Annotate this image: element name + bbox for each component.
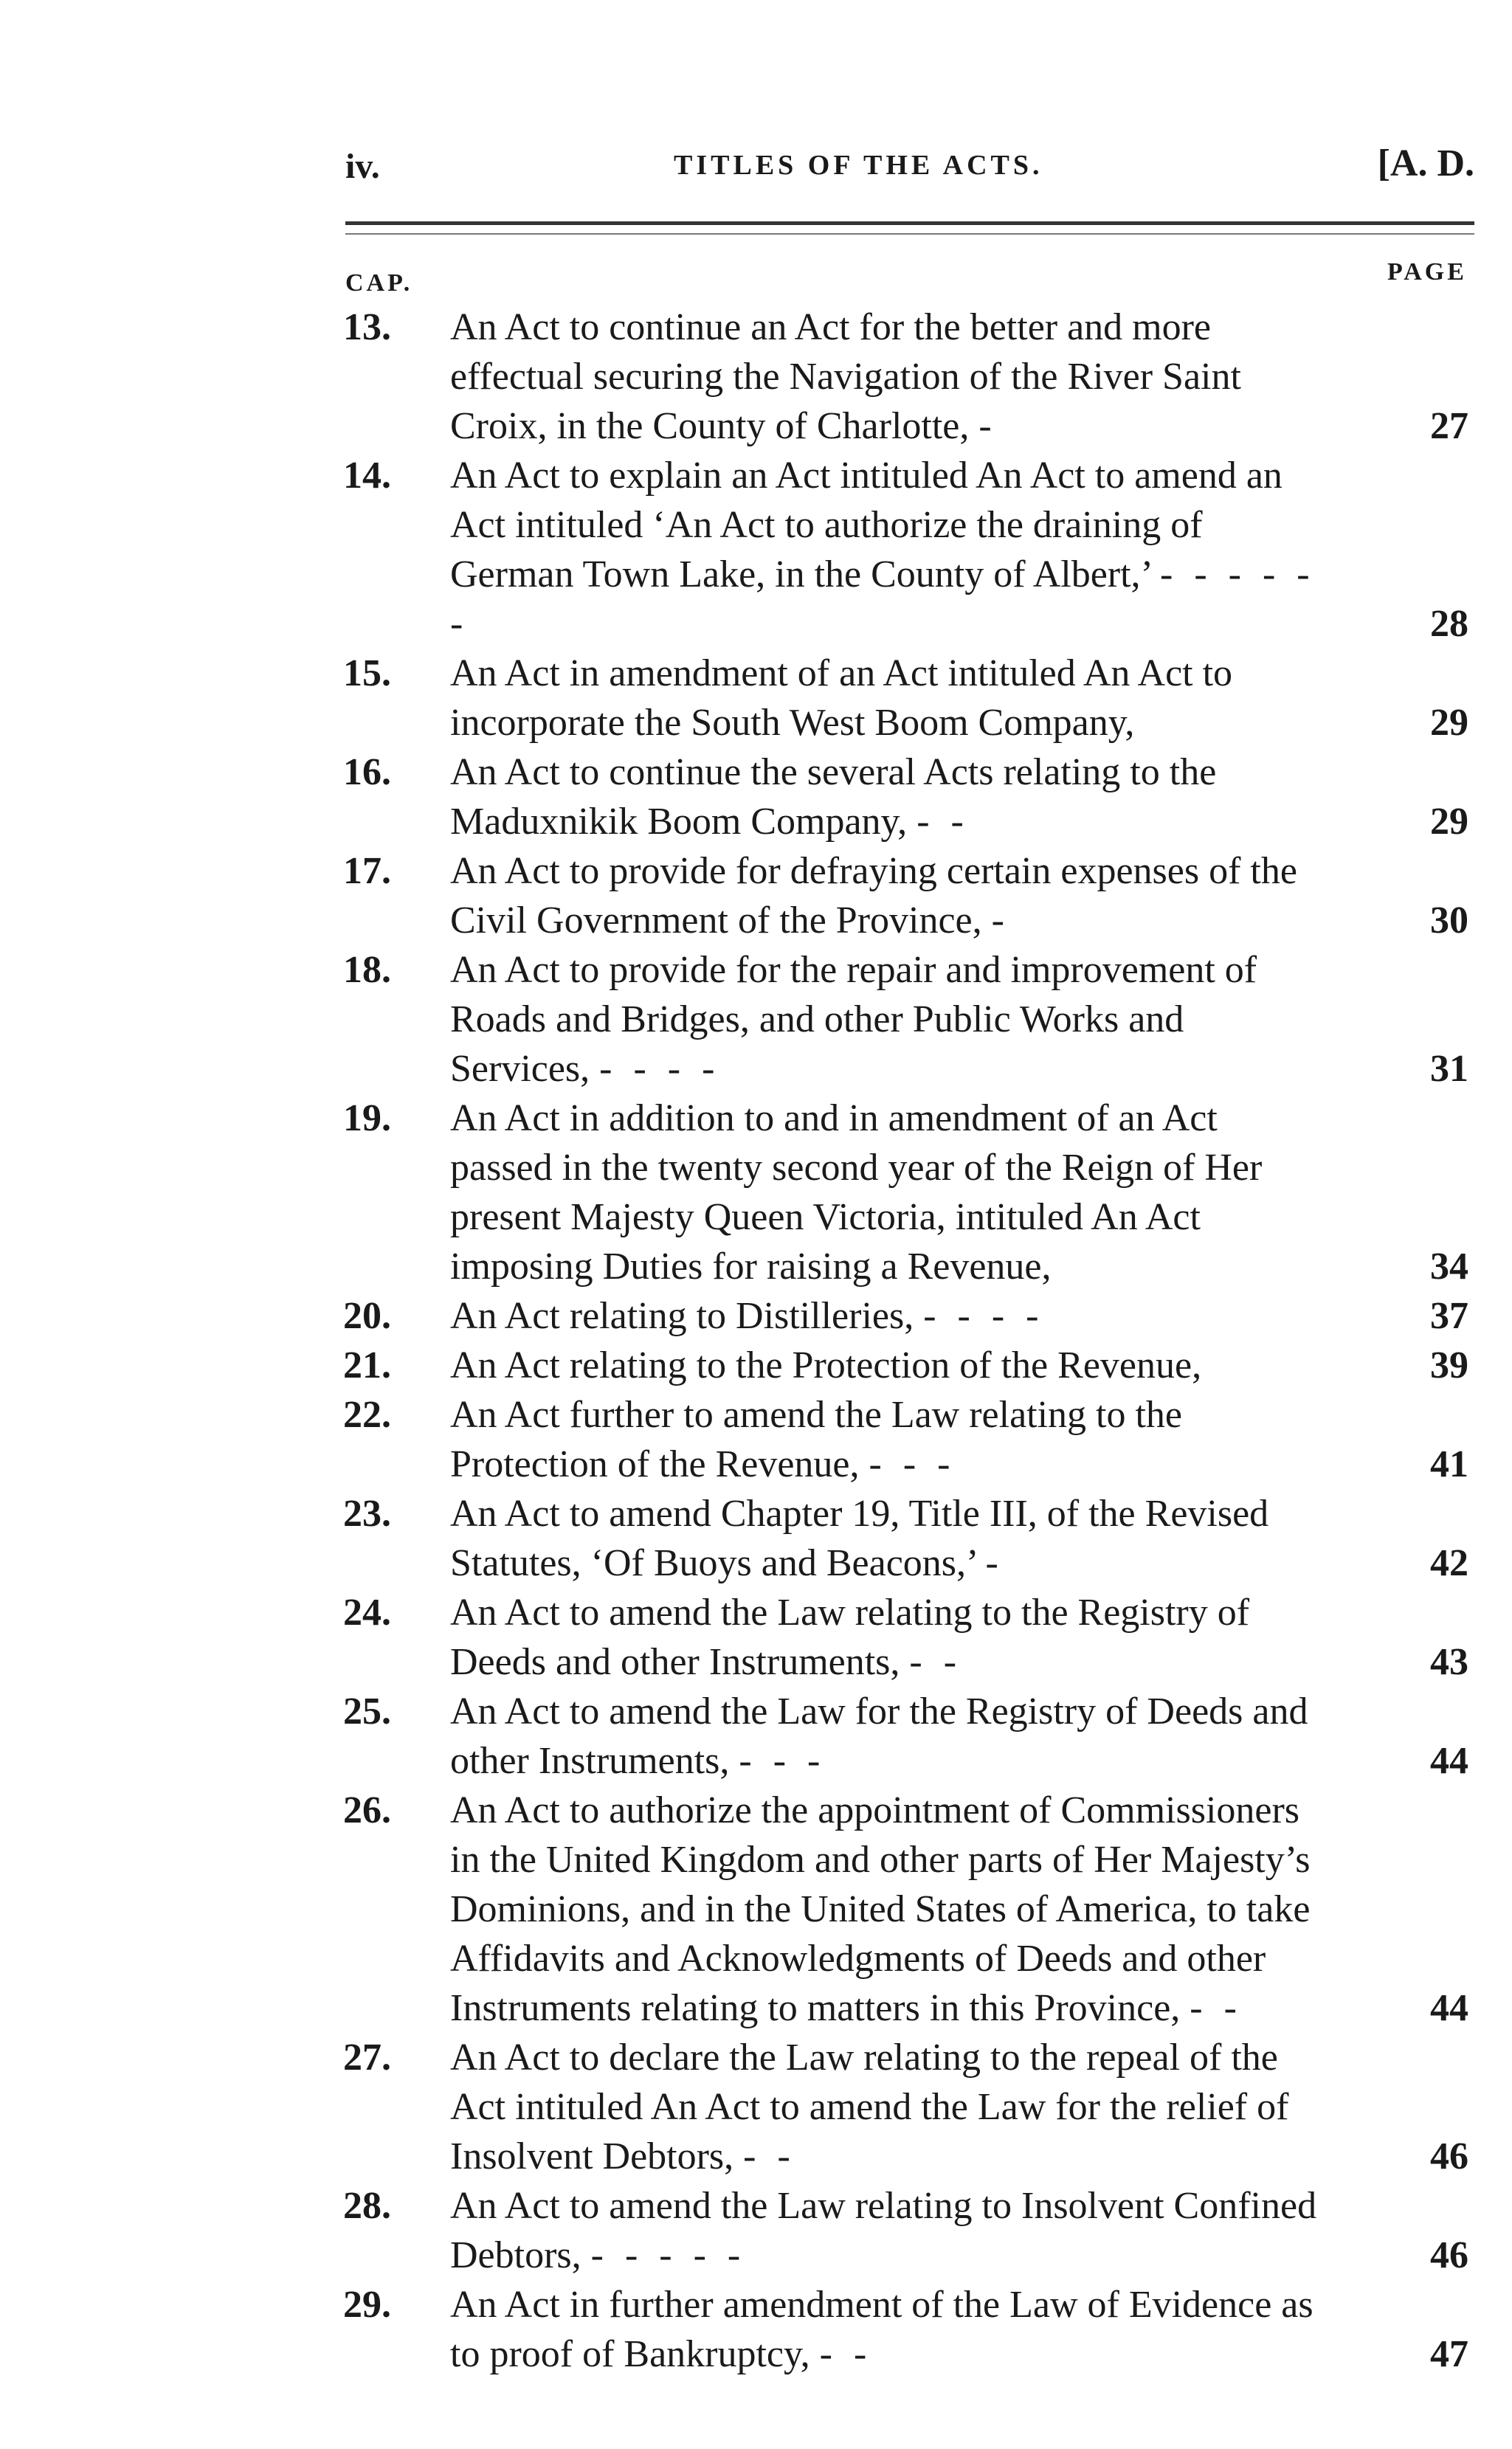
page-number: 47: [1430, 2333, 1468, 2375]
cap-number: 17.: [343, 850, 391, 892]
cap-number: 19.: [343, 1097, 391, 1139]
cap-column-heading: CAP.: [345, 269, 413, 297]
cap-number: 20.: [343, 1295, 391, 1337]
list-item: [317, 747, 1476, 846]
list-item: [317, 2280, 1476, 2379]
cap-number: 23.: [343, 1493, 391, 1535]
cap-number: 28.: [343, 2185, 391, 2227]
page-column-heading: PAGE: [1387, 258, 1467, 286]
cap-number: 27.: [343, 2037, 391, 2079]
cap-number: 13.: [343, 306, 391, 348]
page-number: 34: [1430, 1246, 1468, 1288]
act-title: An Act in amendment of an Act intituled An Act to incorporate the South West Boom Company,: [450, 652, 1233, 744]
page-number: 44: [1430, 1740, 1468, 1782]
page-number: 43: [1430, 1641, 1468, 1683]
act-title: An Act in further amendment of the Law of Evidence as to proof of Bankruptcy, - -: [450, 2284, 1313, 2375]
list-item: [317, 1687, 1476, 1786]
list-item: [317, 1094, 1476, 1291]
cap-number: 26.: [343, 1789, 391, 1831]
running-title: TITLES OF THE ACTS.: [674, 150, 1043, 181]
header-rule-thin: [345, 233, 1474, 235]
act-title: An Act to amend the Law for the Registry of Deeds and other Instruments, - - -: [450, 1690, 1308, 1782]
list-item: [317, 2181, 1476, 2280]
list-item: [317, 1341, 1476, 1390]
cap-number: 21.: [343, 1344, 391, 1386]
cap-number: 18.: [343, 949, 391, 991]
page-number: 29: [1430, 801, 1468, 843]
list-item: [317, 303, 1476, 451]
act-title: An Act to declare the Law relating to the repeal of the Act intituled An Act to amend the Law for the relief of Insolvent Debtors, - -: [450, 2037, 1289, 2177]
cap-number: 25.: [343, 1690, 391, 1733]
act-title: An Act to explain an Act intituled An Act to amend an Act intituled ‘An Act to authorize the draining of German Town Lake, in the County of Albert,’ - - - - - -: [450, 455, 1316, 645]
page-number: 42: [1430, 1542, 1468, 1584]
list-item: [317, 945, 1476, 1094]
list-item: [317, 1390, 1476, 1489]
cap-number: 29.: [343, 2284, 391, 2326]
list-item: [317, 1291, 1476, 1341]
cap-number: 14.: [343, 455, 391, 497]
act-title: An Act to continue the several Acts relating to the Maduxnikik Boom Company, - -: [450, 751, 1217, 843]
list-item: [317, 1588, 1476, 1687]
act-title: An Act relating to Distilleries, - - - -: [450, 1295, 1045, 1337]
cap-number: 22.: [343, 1394, 391, 1436]
header-rule: [345, 221, 1474, 225]
list-item: [317, 846, 1476, 945]
page-number: 46: [1430, 2234, 1468, 2276]
act-title: An Act in addition to and in amendment of an Act passed in the twenty second year of the Reign of Her present Majesty Queen Victoria, intituled An Act imposing Duties for raising a Revenue,: [450, 1097, 1263, 1288]
act-title: An Act to amend the Law relating to the Registry of Deeds and other Instruments, - -: [450, 1592, 1250, 1683]
page-number: 37: [1430, 1295, 1468, 1337]
page-number: 27: [1430, 405, 1468, 447]
page-number: 46: [1430, 2135, 1468, 2177]
act-title: An Act to authorize the appointment of Commissioners in the United Kingdom and other parts of Her Majesty’s Dominions, and in the United States of America, to take Affidavits and Acknowledgments of Deeds and other Instruments relating to matters in this Province, - -: [450, 1789, 1311, 2029]
cap-number: 24.: [343, 1592, 391, 1634]
list-item: [317, 649, 1476, 747]
act-title: An Act relating to the Protection of the Revenue,: [450, 1344, 1202, 1386]
cap-number: 15.: [343, 652, 391, 694]
list-item: [317, 451, 1476, 649]
list-item: [317, 1786, 1476, 2033]
page-number: 30: [1430, 899, 1468, 942]
list-item: [317, 2033, 1476, 2181]
act-title: An Act to amend Chapter 19, Title III, of the Revised Statutes, ‘Of Buoys and Beacons,’ -: [450, 1493, 1269, 1584]
act-title: An Act to provide for defraying certain expenses of the Civil Government of the Province, -: [450, 850, 1297, 942]
page-number: 39: [1430, 1344, 1468, 1386]
acts-list: [317, 303, 1476, 2379]
page-folio: iv.: [345, 147, 380, 186]
act-title: An Act to continue an Act for the better and more effectual securing the Navigation of the River Saint Croix, in the County of Charlotte, -: [450, 306, 1241, 447]
act-title: An Act to amend the Law relating to Insolvent Confined Debtors, - - - - -: [450, 2185, 1317, 2276]
act-title: An Act further to amend the Law relating to the Protection of the Revenue, - - -: [450, 1394, 1183, 1485]
page-number: 44: [1430, 1987, 1468, 2029]
page-number: 41: [1430, 1443, 1468, 1485]
act-title: An Act to provide for the repair and improvement of Roads and Bridges, and other Public Works and Services, - - - -: [450, 949, 1257, 1090]
page-number: 31: [1430, 1048, 1468, 1090]
list-item: [317, 1489, 1476, 1588]
page-number: 29: [1430, 702, 1468, 744]
cap-number: 16.: [343, 751, 391, 793]
section-mark: [A. D.: [1377, 142, 1474, 184]
page-header: [345, 111, 1474, 186]
page-number: 28: [1430, 603, 1468, 645]
